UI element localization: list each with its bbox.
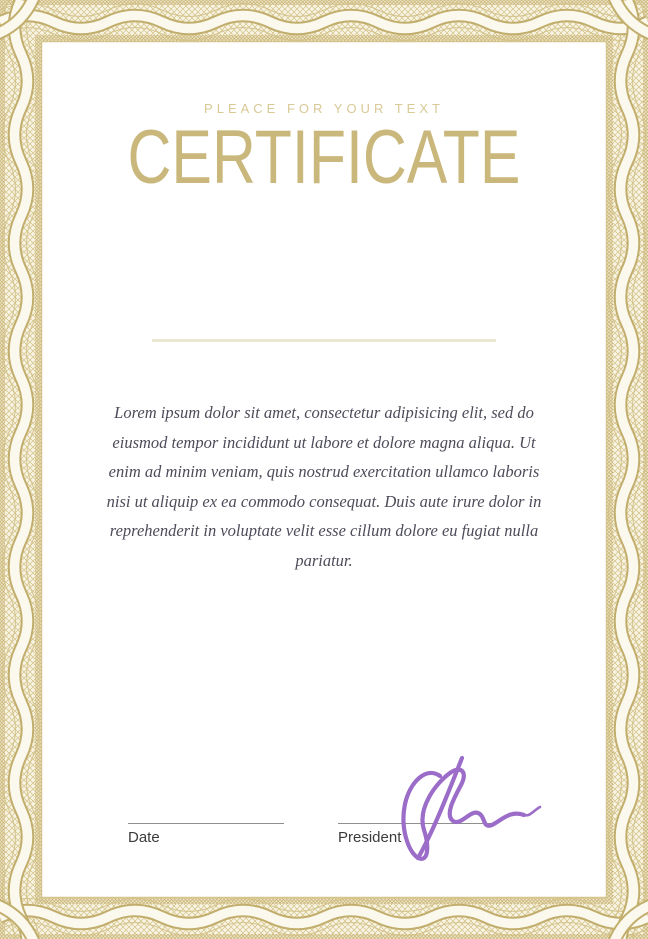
- title-divider: [152, 339, 496, 342]
- certificate-subtitle: PLEACE FOR YOUR TEXT: [204, 101, 444, 116]
- president-label: President: [338, 829, 402, 846]
- certificate-title: CERTIFICATE: [127, 115, 521, 200]
- date-block: [128, 823, 284, 853]
- date-label: Date: [128, 829, 160, 846]
- president-signature: [388, 748, 544, 866]
- date-line: [128, 823, 284, 824]
- certificate-body-text: Lorem ipsum dolor sit amet, consectetur adipisicing elit, sed do eiusmod tempor incididunt ut labore et dolore magna aliqua. Ut enim ad minim veniam, quis nostrud exercitation ullamco laboris nisi ut aliquip ex ea commodo consequat. Duis aute irure dolor in reprehenderit in voluptate velit esse cillum dolore eu fugiat nulla pariatur.: [106, 403, 542, 570]
